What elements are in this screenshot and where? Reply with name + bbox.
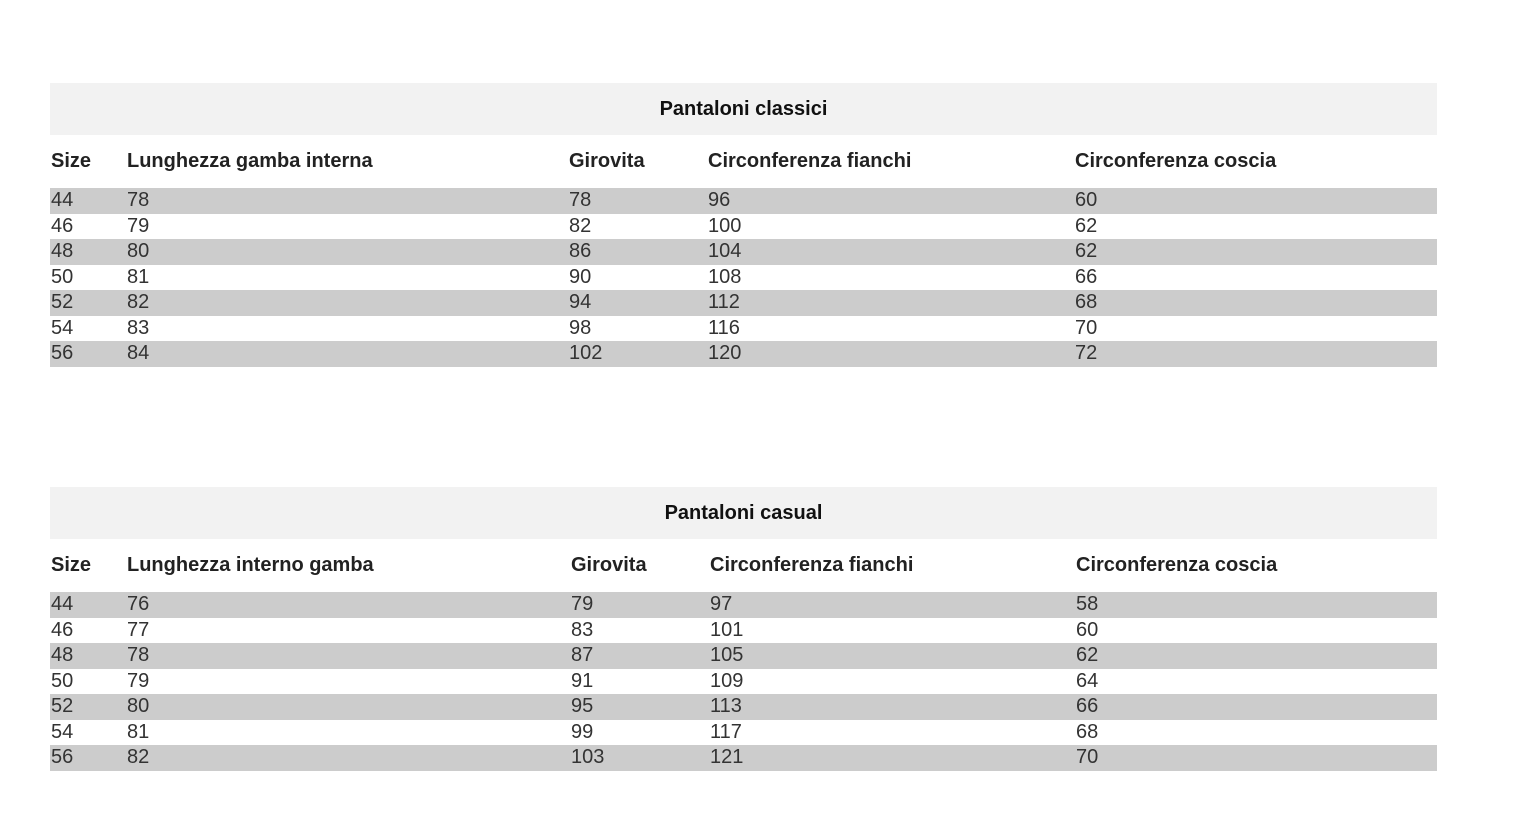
cell-size: 46 [51, 618, 74, 641]
cell-hips: 105 [710, 644, 744, 667]
header-size: Size [51, 149, 92, 172]
cell-thigh: 60 [1075, 189, 1098, 212]
cell-waist: 87 [571, 644, 594, 667]
cell-size: 44 [51, 593, 74, 616]
table-header-row [50, 539, 1437, 591]
cell-waist: 82 [569, 214, 592, 237]
cell-hips: 117 [710, 720, 742, 743]
cell-hips: 116 [708, 316, 740, 339]
cell-inseam: 80 [127, 695, 150, 718]
cell-size: 52 [51, 291, 74, 314]
table-row [50, 618, 1437, 644]
cell-inseam: 84 [127, 342, 150, 365]
cell-inseam: 78 [127, 644, 150, 667]
cell-size: 54 [51, 316, 74, 339]
cell-thigh: 62 [1075, 214, 1098, 237]
header-inseam: Lunghezza interno gamba [127, 553, 374, 576]
table-row [50, 694, 1437, 720]
cell-inseam: 81 [127, 265, 150, 288]
cell-waist: 94 [569, 291, 592, 314]
cell-waist: 95 [571, 695, 594, 718]
table-row [50, 188, 1437, 214]
cell-hips: 96 [708, 189, 731, 212]
table-row [50, 239, 1437, 265]
cell-inseam: 79 [127, 669, 150, 692]
header-hips: Circonferenza fianchi [710, 553, 914, 576]
size-table-casual [50, 487, 1437, 771]
cell-inseam: 77 [127, 618, 150, 641]
header-hips: Circonferenza fianchi [708, 149, 912, 172]
cell-size: 50 [51, 265, 74, 288]
cell-waist: 86 [569, 240, 592, 263]
cell-size: 56 [51, 342, 74, 365]
table-title: Pantaloni classici [50, 83, 1437, 135]
cell-thigh: 64 [1076, 669, 1099, 692]
cell-size: 54 [51, 720, 74, 743]
header-thigh: Circonferenza coscia [1075, 149, 1277, 172]
table-row [50, 316, 1437, 342]
table-row [50, 745, 1437, 771]
table-row [50, 720, 1437, 746]
cell-waist: 103 [571, 746, 605, 769]
cell-thigh: 66 [1076, 695, 1099, 718]
table-header-row [50, 135, 1437, 187]
cell-inseam: 78 [127, 189, 150, 212]
cell-hips: 97 [710, 593, 733, 616]
table-row [50, 592, 1437, 618]
cell-size: 46 [51, 214, 74, 237]
cell-size: 56 [51, 746, 74, 769]
table-row [50, 643, 1437, 669]
header-thigh: Circonferenza coscia [1076, 553, 1278, 576]
cell-hips: 100 [708, 214, 742, 237]
cell-thigh: 60 [1076, 618, 1099, 641]
cell-hips: 120 [708, 342, 742, 365]
table-title: Pantaloni casual [50, 487, 1437, 539]
cell-thigh: 70 [1075, 316, 1098, 339]
cell-hips: 113 [710, 695, 742, 718]
cell-hips: 104 [708, 240, 742, 263]
cell-waist: 79 [571, 593, 594, 616]
cell-thigh: 66 [1075, 265, 1098, 288]
cell-waist: 98 [569, 316, 592, 339]
header-inseam: Lunghezza gamba interna [127, 149, 373, 172]
cell-size: 48 [51, 644, 74, 667]
cell-inseam: 82 [127, 291, 150, 314]
size-table-classici [50, 83, 1437, 367]
cell-thigh: 62 [1075, 240, 1098, 263]
cell-thigh: 58 [1076, 593, 1099, 616]
cell-hips: 101 [710, 618, 744, 641]
cell-inseam: 76 [127, 593, 150, 616]
header-waist: Girovita [569, 149, 645, 172]
cell-inseam: 79 [127, 214, 150, 237]
cell-waist: 78 [569, 189, 592, 212]
cell-thigh: 72 [1075, 342, 1098, 365]
cell-thigh: 70 [1076, 746, 1099, 769]
table-row [50, 265, 1437, 291]
cell-hips: 112 [708, 291, 740, 314]
header-size: Size [51, 553, 92, 576]
cell-size: 52 [51, 695, 74, 718]
table-row [50, 214, 1437, 240]
cell-hips: 121 [710, 746, 744, 769]
cell-size: 48 [51, 240, 74, 263]
cell-inseam: 82 [127, 746, 150, 769]
cell-hips: 108 [708, 265, 742, 288]
cell-inseam: 81 [127, 720, 150, 743]
table-row [50, 669, 1437, 695]
cell-thigh: 68 [1075, 291, 1098, 314]
cell-size: 44 [51, 189, 74, 212]
cell-thigh: 62 [1076, 644, 1099, 667]
cell-thigh: 68 [1076, 720, 1099, 743]
header-waist: Girovita [571, 553, 647, 576]
cell-waist: 90 [569, 265, 592, 288]
cell-inseam: 80 [127, 240, 150, 263]
cell-waist: 99 [571, 720, 594, 743]
cell-size: 50 [51, 669, 74, 692]
table-row [50, 290, 1437, 316]
cell-inseam: 83 [127, 316, 150, 339]
cell-waist: 91 [571, 669, 594, 692]
cell-hips: 109 [710, 669, 744, 692]
cell-waist: 102 [569, 342, 603, 365]
cell-waist: 83 [571, 618, 594, 641]
table-row [50, 341, 1437, 367]
